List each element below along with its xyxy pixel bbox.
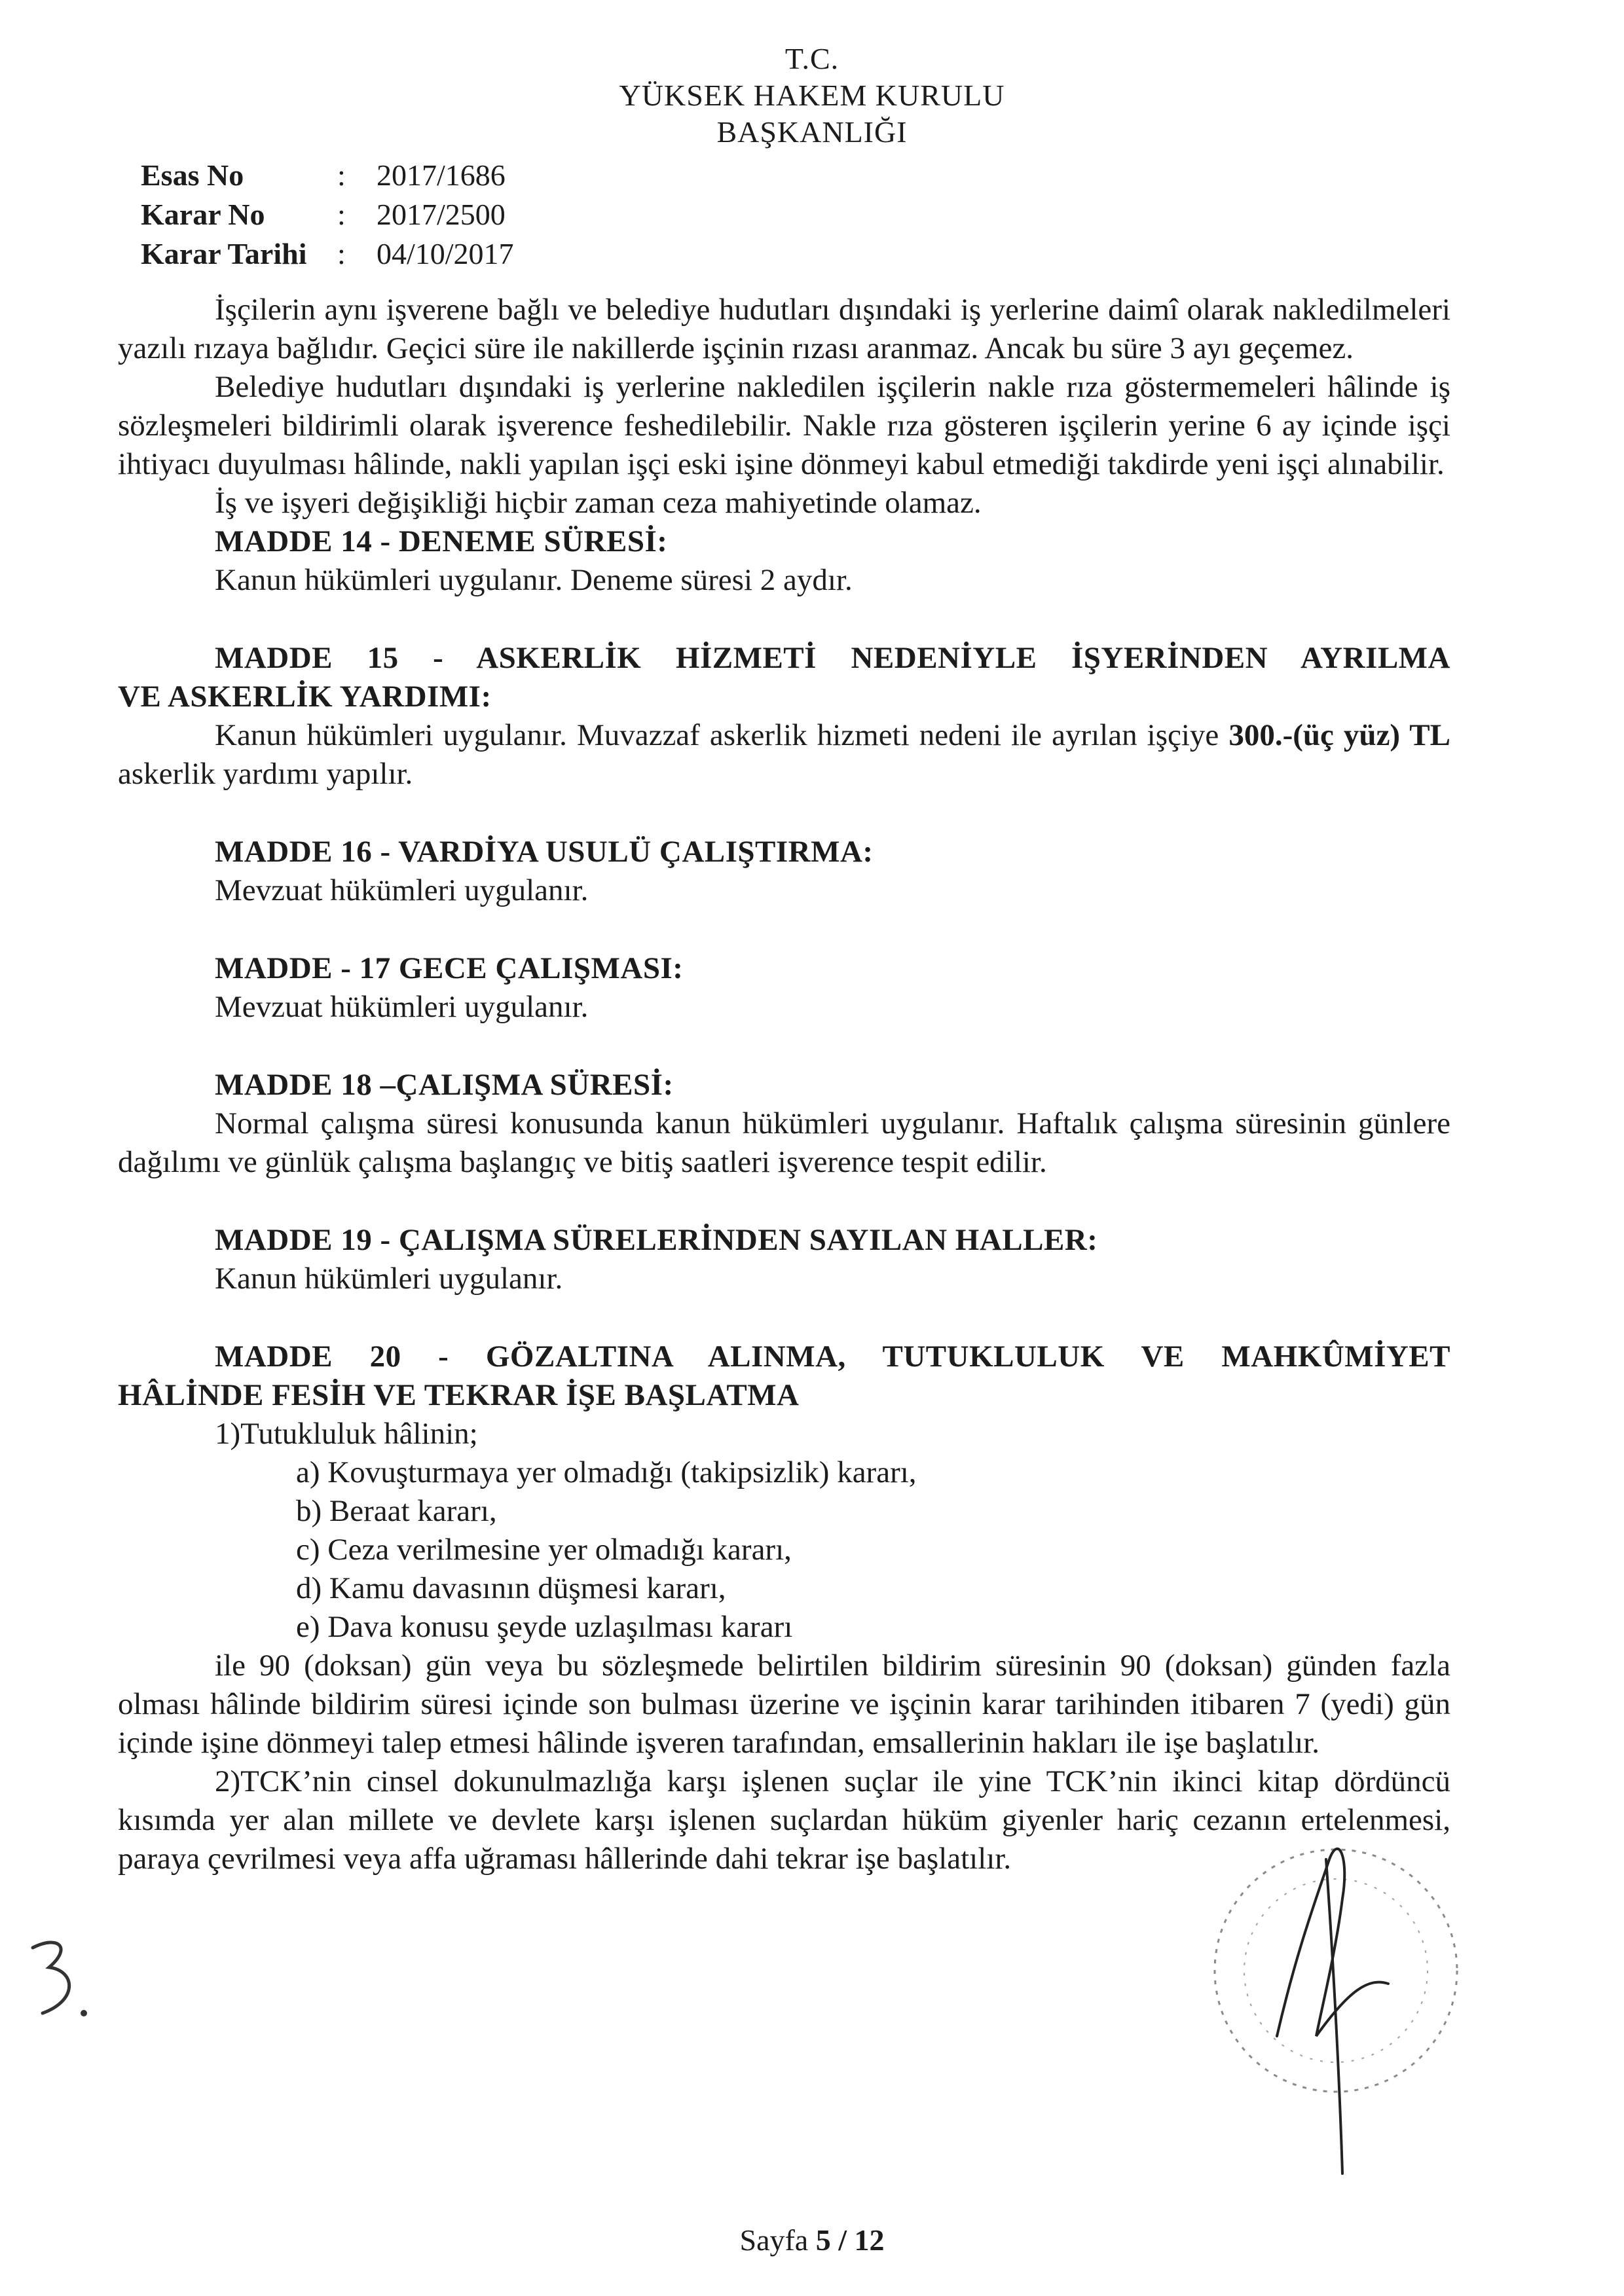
karar-value: 2017/2500 xyxy=(377,198,506,231)
esas-value: 2017/1686 xyxy=(377,158,506,192)
article-15-text-a: Kanun hükümleri uygulanır. Muvazzaf askerlik hizmeti nedeni ile ayrılan işçiye xyxy=(215,718,1229,752)
article-15-title: MADDE 15 - ASKERLİK HİZMETİ NEDENİYLE İŞYERİNDEN AYRILMA xyxy=(215,641,1450,675)
article-14-title: MADDE 14 - DENEME SÜRESİ: xyxy=(215,524,668,558)
list-item: b) Beraat kararı, xyxy=(296,1494,497,1528)
article-20-title-cont: HÂLİNDE FESİH VE TEKRAR İŞE BAŞLATMA xyxy=(118,1378,800,1412)
list-item: c) Ceza verilmesine yer olmadığı kararı, xyxy=(296,1533,792,1567)
karar-row xyxy=(141,195,514,234)
article-18-text: Normal çalışma süresi konusunda kanun hükümleri uygulanır. Haftalık çalışma süresinin günlere dağılımı ve günlük çalışma başlangıç ve bitiş saatleri işverence tespit edilir. xyxy=(118,1106,1450,1179)
article-18-title: MADDE 18 –ÇALIŞMA SÜRESİ: xyxy=(215,1068,674,1102)
header-presidency: BAŞKANLIĞI xyxy=(716,115,908,149)
paragraph-termination: Belediye hudutları dışındaki iş yerlerine nakledilen işçilerin nakle rıza göstermemeleri hâlinde iş sözleşmeleri bildirimli olarak işverence feshedilebilir. Nakle rıza gösteren işçilerin yerine 6 ay içinde işçi ihtiyacı duyulması hâlinde, nakli yapılan işçi eski işine dönmeyi kabul etmediği takdirde yeni işçi alınabilir. xyxy=(118,370,1450,481)
list-item: a) Kovuşturmaya yer olmadığı (takipsizlik) kararı, xyxy=(296,1455,917,1489)
paragraph-no-penalty: İş ve işyeri değişikliği hiçbir zaman ceza mahiyetinde olamaz. xyxy=(215,486,982,520)
article-17-text: Mevzuat hükümleri uygulanır. xyxy=(215,990,589,1024)
page-footer xyxy=(0,2223,1624,2257)
header-institution: YÜKSEK HAKEM KURULU xyxy=(619,79,1005,112)
page-label: Sayfa xyxy=(739,2223,816,2257)
article-17-title: MADDE - 17 GECE ÇALIŞMASI: xyxy=(215,951,684,985)
case-info xyxy=(141,156,514,274)
article-19-text: Kanun hükümleri uygulanır. xyxy=(215,1262,563,1296)
military-aid-amount: 300.-(üç yüz) TL xyxy=(1228,718,1450,752)
article-15-title-cont: VE ASKERLİK YARDIMI: xyxy=(118,680,492,714)
article-20-title: MADDE 20 - GÖZALTINA ALINMA, TUTUKLULUK VE MAHKÛMİYET xyxy=(215,1339,1450,1374)
article-19-title: MADDE 19 - ÇALIŞMA SÜRELERİNDEN SAYILAN HALLER: xyxy=(215,1223,1098,1257)
official-stamp-signature xyxy=(1198,1820,1486,2187)
list-item: d) Kamu davasının düşmesi kararı, xyxy=(296,1571,726,1605)
article-15-text xyxy=(118,716,1450,793)
article-15-text-b: askerlik yardımı yapılır. xyxy=(118,757,413,791)
article-20-reinstatement: ile 90 (doksan) gün veya bu sözleşmede belirtilen bildirim süresinin 90 (doksan) günden fazla olması hâlinde bildirim süresi içinde son bulması üzerine ve işçinin karar tarihinden itibaren 7 (yedi) gün içinde işine dönmeyi talep etmesi hâlinde işveren tarafından, emsallerinin hakları ile işe başlatılır. xyxy=(118,1649,1450,1760)
article-14-text: Kanun hükümleri uygulanır. Deneme süresi 2 aydır. xyxy=(215,563,853,597)
tarih-label: Karar Tarihi xyxy=(141,237,307,270)
header-tc: T.C. xyxy=(784,42,840,75)
article-20-intro: 1)Tutukluluk hâlinin; xyxy=(215,1417,478,1451)
tarih-row xyxy=(141,234,514,274)
article-16-text: Mevzuat hükümleri uygulanır. xyxy=(215,873,589,907)
document-body xyxy=(118,291,1450,1878)
article-20-tck: 2)TCK’nin cinsel dokunulmazlığa karşı işlenen suçlar ile yine TCK’nin ikinci kitap dördüncü kısımda yer alan millete ve devlete karşı işlenen suçlardan hüküm giyenler hariç cezanın ertelenmesi, paraya çevrilmesi veya affa uğraması hâllerinde dahi tekrar işe başlatılır. xyxy=(118,1764,1450,1876)
paragraph-transfer-consent: İşçilerin aynı işverene bağlı ve belediye hudutları dışındaki iş yerlerine daimî olarak nakledilmeleri yazılı rızaya bağlıdır. Geçici süre ile nakillerde işçinin rızası aranmaz. Ancak bu süre 3 ayı geçemez. xyxy=(118,293,1450,365)
colon: : xyxy=(337,237,346,270)
colon: : xyxy=(337,158,346,192)
karar-label: Karar No xyxy=(141,198,265,231)
page-number: 5 / 12 xyxy=(815,2223,885,2257)
esas-label: Esas No xyxy=(141,158,244,192)
esas-row xyxy=(141,156,514,195)
tarih-value: 04/10/2017 xyxy=(377,237,514,270)
list-item: e) Dava konusu şeyde uzlaşılması kararı xyxy=(296,1610,793,1644)
article-16-title: MADDE 16 - VARDİYA USULÜ ÇALIŞTIRMA: xyxy=(215,835,874,869)
handwritten-margin-note xyxy=(13,1922,98,2033)
colon: : xyxy=(337,198,346,231)
